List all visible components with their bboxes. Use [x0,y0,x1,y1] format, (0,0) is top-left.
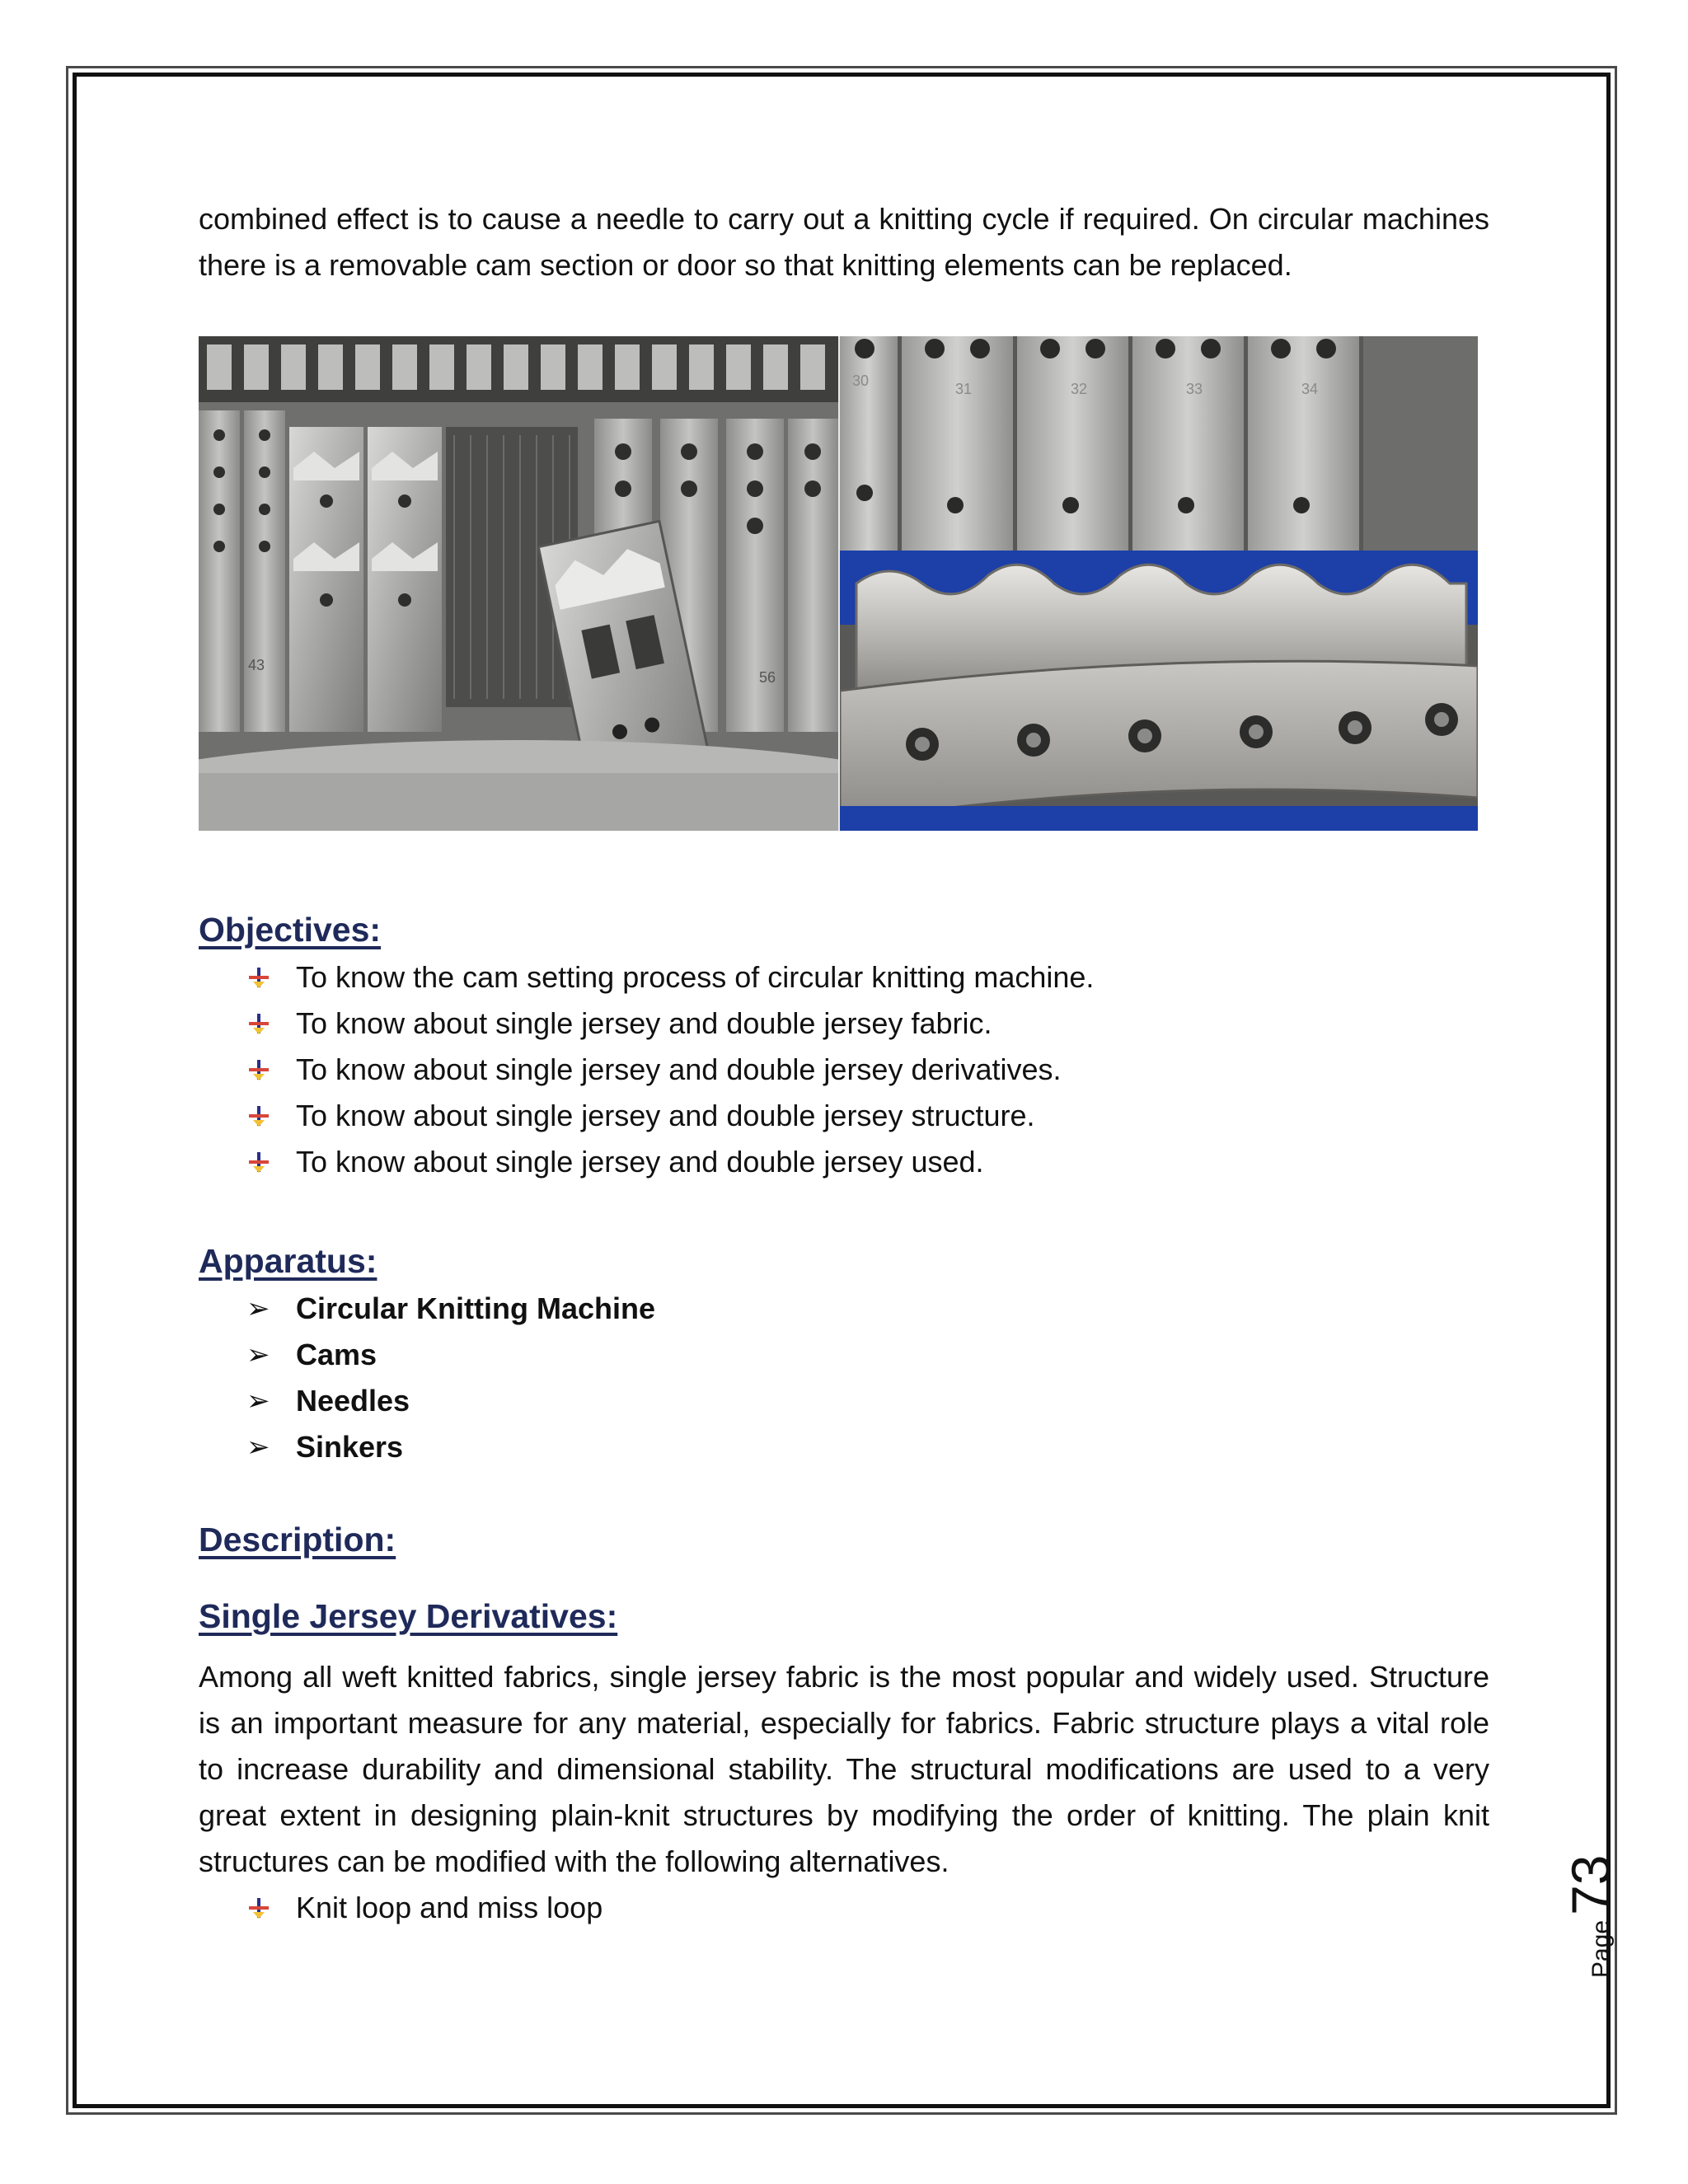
list-item [199,954,1489,1001]
list-item-text: Needles [296,1384,410,1418]
single-jersey-section [199,1597,1489,1931]
photo-label-32: 32 [1071,381,1088,397]
intro-section [199,196,1489,288]
list-item [199,1332,1489,1378]
photo-label-34: 34 [1301,381,1319,397]
list-item-text: Sinkers [296,1430,404,1464]
list-item-text: Circular Knitting Machine [296,1291,656,1325]
arrowhead-bullet-icon: ➢ [246,1339,270,1371]
plus-arrow-bullet-icon [246,1896,296,1920]
page-number-footer [1560,1797,1621,1994]
list-item [199,1047,1489,1093]
list-item [199,1378,1489,1424]
list-item-text: Cams [296,1338,377,1371]
list-item [199,1424,1489,1470]
apparatus-list [199,1286,1489,1470]
list-item [199,1286,1489,1332]
description-section [199,1521,1489,1559]
list-item-text: To know about single jersey and double jersey fabric. [296,1006,992,1040]
plus-arrow-bullet-icon [246,1057,296,1082]
list-item-text: Knit loop and miss loop [296,1891,603,1924]
objectives-heading: Objectives: [199,911,382,949]
photo-label-43: 43 [248,657,265,673]
list-item-text: To know about single jersey and double jersey derivatives. [296,1052,1062,1086]
list-item-text: To know the cam setting process of circular knitting machine. [296,960,1095,994]
plus-arrow-bullet-icon [246,965,296,990]
cam-door-photo [840,336,1478,831]
list-item [199,1885,1489,1931]
list-item-text: To know about single jersey and double jersey structure. [296,1099,1035,1132]
list-item [199,1139,1489,1185]
plus-arrow-bullet-icon [246,1150,296,1174]
objectives-section [199,911,1489,1185]
list-item-text: To know about single jersey and double jersey used. [296,1145,984,1179]
arrowhead-bullet-icon: ➢ [246,1432,270,1463]
photo-label-31: 31 [955,381,973,397]
apparatus-heading: Apparatus: [199,1242,377,1280]
single-jersey-list [199,1885,1489,1931]
page-number: 73 [1560,1854,1621,1915]
list-item [199,1093,1489,1139]
intro-paragraph: combined effect is to cause a needle to carry out a knitting cycle if required. On circular machines there is a removable cam section or door so that knitting elements can be replaced. [199,202,1489,282]
single-jersey-heading: Single Jersey Derivatives: [199,1597,618,1635]
plus-arrow-bullet-icon [246,1011,296,1036]
list-item [199,1001,1489,1047]
description-heading: Description: [199,1521,396,1558]
arrowhead-bullet-icon: ➢ [246,1293,270,1324]
cam-section-photo [199,336,838,831]
photo-label-56: 56 [759,669,776,686]
arrowhead-bullet-icon: ➢ [246,1385,270,1417]
page-label: Page [1587,1919,1615,1978]
photos-row [199,336,1478,831]
single-jersey-paragraph: Among all weft knitted fabrics, single jersey fabric is the most popular and widely used. Structure is an important measure for any material, especially for fabrics. Fabric structure plays a vital role to increase durability and dimensional stability. The structural modifications are used to a very great extent in designing plain-knit structures by modifying the order of knitting. The plain knit structures can be modified with the following alternatives. [199,1660,1489,1878]
apparatus-section [199,1242,1489,1470]
plus-arrow-bullet-icon [246,1104,296,1128]
photo-label-30: 30 [852,373,870,389]
photo-label-33: 33 [1186,381,1203,397]
objectives-list [199,954,1489,1185]
